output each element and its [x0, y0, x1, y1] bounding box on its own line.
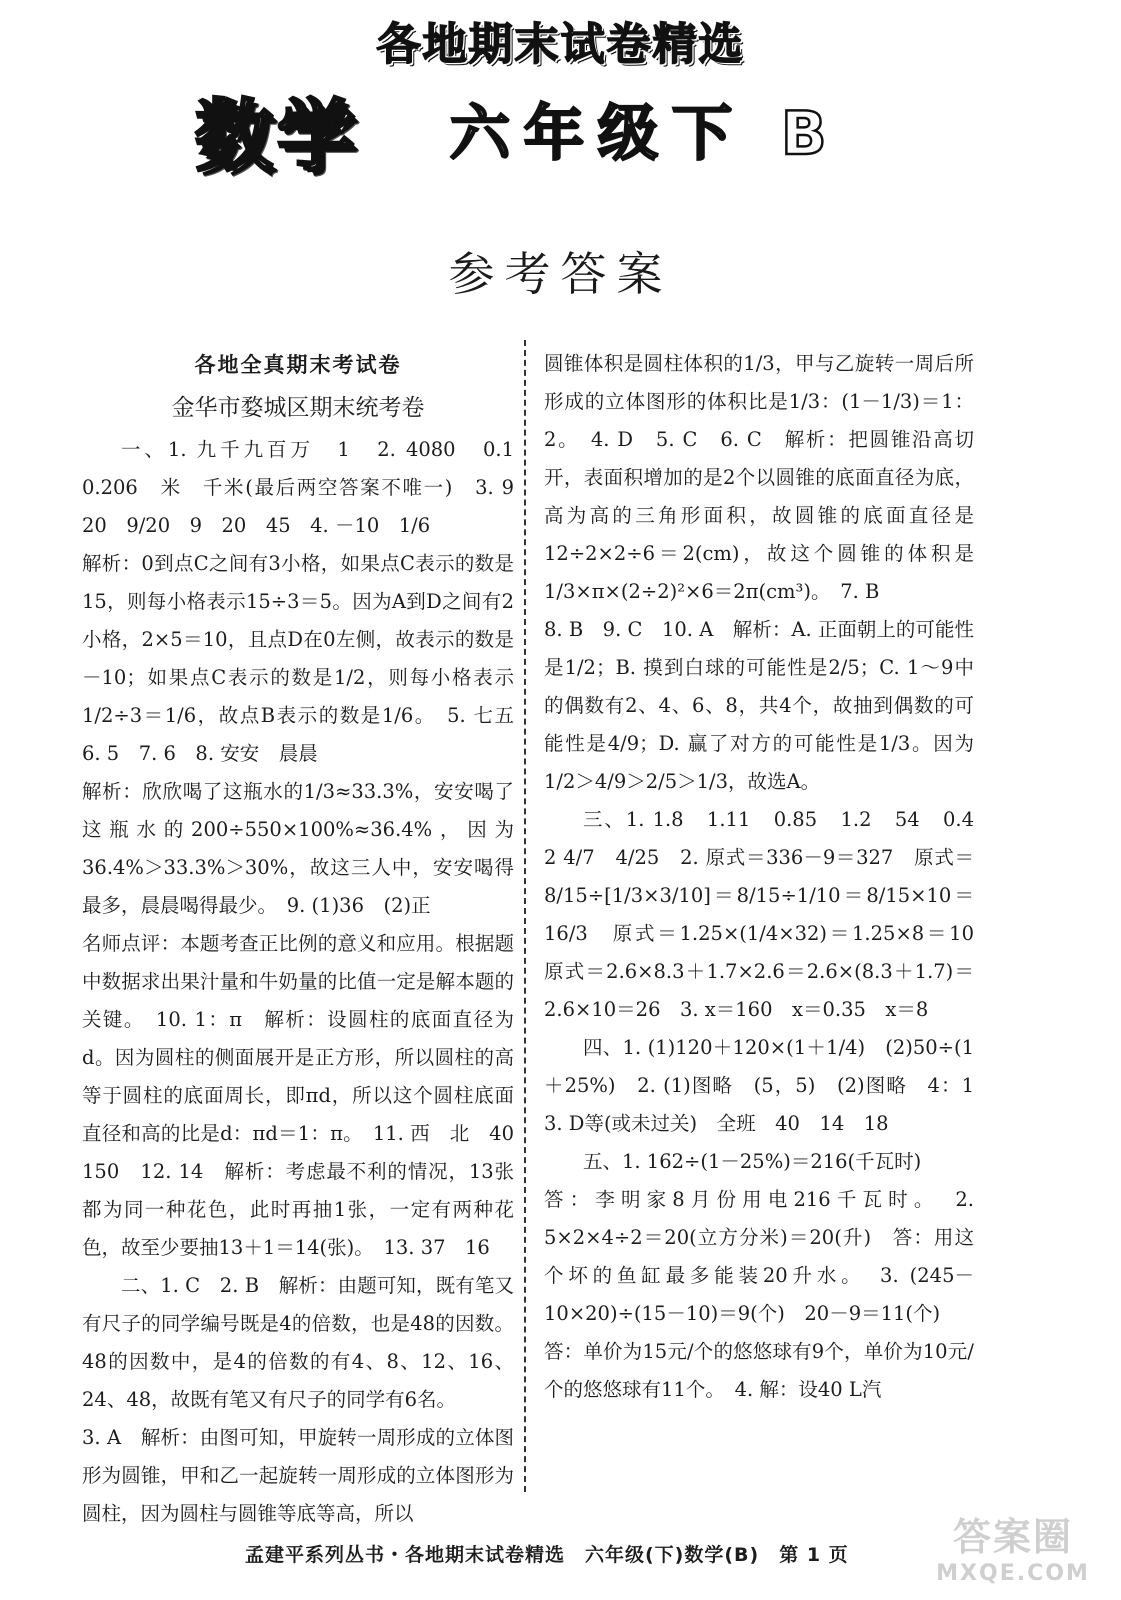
answer-paragraph: 8. B 9. C 10. A 解析：A. 正面朝上的可能性是1/2；B. 摸到白球的可能性是2/5；C. 1～9中的偶数有2、4、6、8，共4个，故抽到偶数的可能性是4/9；D. 赢了对方的可能性是1/3。因为1/2＞4/9＞2/5＞1/3，故选A。 [544, 618, 974, 793]
grade-title: 六年级下 B [450, 99, 841, 169]
answer-paragraph: 答：李明家8月份用电216千瓦时。 2. 5×2×4÷2＝20(立方分米)＝20(升) 答：用这个坏的鱼缸最多能装20升水。 3. (245－10×20)÷(15－10)＝9(个) 20－9＝11(个) [544, 1188, 974, 1325]
answer-paragraph: 四、1. (1)120＋120×(1＋1/4) (2)50÷(1＋25%) 2. (1)图略 (5，5) (2)图略 4：1 3. D等(或未过关) 全班 40 14 18 [544, 1036, 994, 1135]
column-divider [524, 340, 526, 1492]
right-column [544, 345, 994, 1409]
watermark [923, 1506, 1103, 1586]
answer-paragraph: 二、1. C 2. B 解析：由题可知，既有笔又有尺子的同学编号既是4的倍数，也是48的因数。48的因数中，是4的倍数的有4、8、12、16、24、48，故既有笔又有尺子的同学有6名。 [82, 1274, 514, 1411]
answer-paragraph: 圆锥体积是圆柱体积的1/3，甲与乙旋转一周后所形成的立体图形的体积比是1/3：(1－1/3)＝1：2。 4. D 5. C 6. C 解析：把圆锥沿高切开，表面积增加的是2个以圆锥的底面直径为底，高为高的三角形面积，故圆锥的底面直径是12÷2×2÷6＝2(cm)，故这个圆锥的体积是1/3×π×(2÷2)²×6＝2π(cm³)。 7. B [544, 352, 974, 603]
watermark-logo: 答案圈 [952, 1515, 1073, 1559]
subject-title: 数学 [195, 92, 360, 182]
answer-paragraph: 三、1. 1.8 1.11 0.85 1.2 54 0.4 2 4/7 4/25 2. 原式＝336－9＝327 原式＝8/15÷[1/3×3/10]＝8/15÷1/10＝8/15×10＝16/3 原式＝1.25×(1/4×32)＝1.25×8＝10 原式＝2.6×8.3＋1.7×2.6＝2.6×(8.3＋1.7)＝2.6×10＝26 3. x＝160 x＝0.35 x＝8 [544, 808, 994, 1021]
left-column [82, 345, 534, 1533]
answer-paragraph: 名师点评：本题考查正比例的意义和应用。根据题中数据求出果汁量和牛奶量的比值一定是解本题的关键。 10. 1：π 解析：设圆柱的底面直径为d。因为圆柱的侧面展开是正方形，所以圆柱的高等于圆柱的底面周长，即πd，所以这个圆柱底面直径和高的比是d：πd＝1：π。 11. 西 北 40 150 12. 14 解析：考虑最不利的情况，13张都为同一种花色，此时再抽1张，一定有两种花色，故至少要抽13＋1＝14(张)。 13. 37 16 [82, 932, 534, 1259]
title-banner [185, 74, 945, 182]
answer-title: 参考答案 [448, 247, 673, 301]
page-footer: 孟建平系列丛书・各地期末试卷精选 六年级(下)数学(B) 第 1 页 [245, 1544, 849, 1566]
exam-heading: 金华市婺城区期末统考卷 [171, 395, 425, 421]
answer-paragraph: 3. A 解析：由图可知，甲旋转一周形成的立体图形为圆锥，甲和乙一起旋转一周形成的立体图形为圆柱，因为圆柱与圆锥等底等高，所以 [82, 1426, 514, 1525]
answer-paragraph: 一、1. 九千九百万 1 2. 4080 0.1 0.206 米 千米(最后两空答案不唯一) 3. 9 20 9/20 9 20 45 4. －10 1/6 [82, 438, 534, 537]
series-title: 各地期末试卷精选 [376, 19, 745, 70]
watermark-url: MXQE.COM [936, 1561, 1090, 1586]
answer-paragraph: 解析：欣欣喝了这瓶水的1/3≈33.3%，安安喝了这瓶水的200÷550×100%≈36.4%，因为36.4%＞33.3%＞30%，故这三人中，安安喝得最多，晨晨喝得最少。 9. (1)36 (2)正 [82, 780, 514, 917]
answer-paragraph: 解析：0到点C之间有3小格，如果点C表示的数是15，则每小格表示15÷3＝5。因为A到D之间有2小格，2×5＝10，且点D在0左侧，故表示的数是－10；如果点C表示的数是1/2，则每小格表示1/2÷3＝1/6，故点B表示的数是1/6。 5. 七五 6. 5 7. 6 8. 安安 晨晨 [82, 552, 534, 765]
section-heading: 各地全真期末考试卷 [194, 353, 402, 377]
answer-paragraph: 答：单价为15元/个的悠悠球有9个，单价为10元/个的悠悠球有11个。 4. 解：设40 L汽 [544, 1340, 974, 1401]
answer-paragraph: 五、1. 162÷(1－25%)＝216(千瓦时) [583, 1150, 922, 1173]
